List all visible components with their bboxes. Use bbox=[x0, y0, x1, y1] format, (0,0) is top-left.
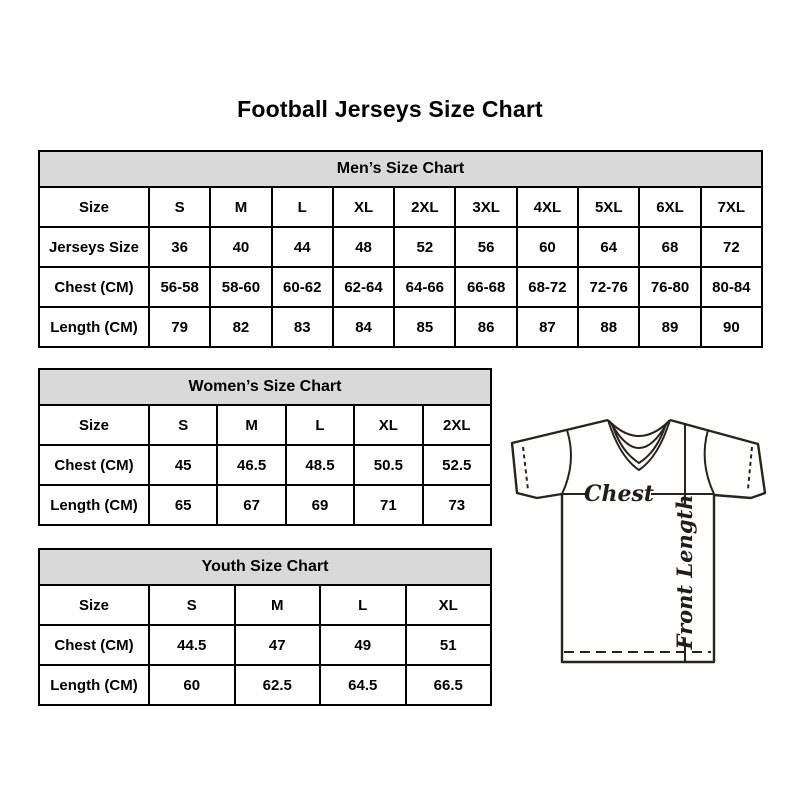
data-cell: L bbox=[286, 405, 354, 445]
jersey-outline bbox=[512, 420, 765, 662]
row-header-cell: Jerseys Size bbox=[39, 227, 149, 267]
table-title: Women’s Size Chart bbox=[39, 369, 491, 405]
table-row bbox=[39, 445, 491, 485]
row-header-cell: Length (CM) bbox=[39, 485, 149, 525]
data-cell: 64.5 bbox=[320, 665, 406, 705]
table-row bbox=[39, 485, 491, 525]
table-row bbox=[39, 585, 491, 625]
data-cell: 44.5 bbox=[149, 625, 235, 665]
data-cell: 49 bbox=[320, 625, 406, 665]
data-cell: 5XL bbox=[578, 187, 639, 227]
data-cell: 60 bbox=[517, 227, 578, 267]
data-cell: 56-58 bbox=[149, 267, 210, 307]
womens-size-table bbox=[38, 368, 492, 526]
data-cell: 46.5 bbox=[217, 445, 285, 485]
data-cell: S bbox=[149, 405, 217, 445]
data-cell: 72 bbox=[701, 227, 762, 267]
left-cuff-seam bbox=[523, 447, 528, 490]
jersey-collar bbox=[608, 420, 670, 470]
data-cell: 44 bbox=[272, 227, 333, 267]
table-header-row bbox=[39, 151, 762, 187]
table-title: Youth Size Chart bbox=[39, 549, 491, 585]
data-cell: 64 bbox=[578, 227, 639, 267]
data-cell: 2XL bbox=[394, 187, 455, 227]
data-cell: 72-76 bbox=[578, 267, 639, 307]
data-cell: 83 bbox=[272, 307, 333, 347]
data-cell: 48.5 bbox=[286, 445, 354, 485]
data-cell: 73 bbox=[423, 485, 491, 525]
data-cell: 88 bbox=[578, 307, 639, 347]
row-header-cell: Size bbox=[39, 405, 149, 445]
data-cell: 64-66 bbox=[394, 267, 455, 307]
data-cell: 6XL bbox=[639, 187, 700, 227]
data-cell: 80-84 bbox=[701, 267, 762, 307]
row-header-cell: Size bbox=[39, 187, 149, 227]
data-cell: 82 bbox=[210, 307, 271, 347]
data-cell: 3XL bbox=[455, 187, 516, 227]
right-cuff-seam bbox=[748, 447, 752, 489]
youth-size-table bbox=[38, 548, 492, 706]
data-cell: 7XL bbox=[701, 187, 762, 227]
data-cell: 48 bbox=[333, 227, 394, 267]
data-cell: S bbox=[149, 187, 210, 227]
mens-size-table bbox=[38, 150, 763, 348]
data-cell: 76-80 bbox=[639, 267, 700, 307]
data-cell: 69 bbox=[286, 485, 354, 525]
data-cell: 50.5 bbox=[354, 445, 422, 485]
data-cell: XL bbox=[406, 585, 492, 625]
data-cell: 89 bbox=[639, 307, 700, 347]
row-header-cell: Length (CM) bbox=[39, 307, 149, 347]
data-cell: XL bbox=[333, 187, 394, 227]
data-cell: 52 bbox=[394, 227, 455, 267]
data-cell: 60-62 bbox=[272, 267, 333, 307]
data-cell: 62-64 bbox=[333, 267, 394, 307]
data-cell: 52.5 bbox=[423, 445, 491, 485]
row-header-cell: Chest (CM) bbox=[39, 267, 149, 307]
data-cell: 60 bbox=[149, 665, 235, 705]
data-cell: L bbox=[272, 187, 333, 227]
data-cell: 79 bbox=[149, 307, 210, 347]
data-cell: 71 bbox=[354, 485, 422, 525]
data-cell: 68 bbox=[639, 227, 700, 267]
row-header-cell: Chest (CM) bbox=[39, 445, 149, 485]
table-row bbox=[39, 405, 491, 445]
data-cell: 90 bbox=[701, 307, 762, 347]
data-cell: 45 bbox=[149, 445, 217, 485]
table-row bbox=[39, 307, 762, 347]
data-cell: 51 bbox=[406, 625, 492, 665]
row-header-cell: Chest (CM) bbox=[39, 625, 149, 665]
page-title: Football Jerseys Size Chart bbox=[237, 96, 543, 122]
data-cell: 68-72 bbox=[517, 267, 578, 307]
data-cell: 85 bbox=[394, 307, 455, 347]
data-cell: 40 bbox=[210, 227, 271, 267]
data-cell: M bbox=[210, 187, 271, 227]
right-armhole-seam bbox=[705, 430, 714, 494]
left-armhole-seam bbox=[562, 430, 571, 494]
data-cell: 87 bbox=[517, 307, 578, 347]
data-cell: 47 bbox=[235, 625, 321, 665]
row-header-cell: Length (CM) bbox=[39, 665, 149, 705]
data-cell: 86 bbox=[455, 307, 516, 347]
data-cell: 2XL bbox=[423, 405, 491, 445]
data-cell: 58-60 bbox=[210, 267, 271, 307]
data-cell: S bbox=[149, 585, 235, 625]
front-length-label: Front Length bbox=[672, 494, 697, 650]
data-cell: 67 bbox=[217, 485, 285, 525]
table-row bbox=[39, 267, 762, 307]
data-cell: L bbox=[320, 585, 406, 625]
table-row bbox=[39, 227, 762, 267]
chest-label: Chest bbox=[583, 481, 655, 507]
data-cell: 66.5 bbox=[406, 665, 492, 705]
data-cell: M bbox=[217, 405, 285, 445]
data-cell: M bbox=[235, 585, 321, 625]
data-cell: 56 bbox=[455, 227, 516, 267]
data-cell: 4XL bbox=[517, 187, 578, 227]
table-row bbox=[39, 665, 491, 705]
data-cell: 65 bbox=[149, 485, 217, 525]
table-header-row bbox=[39, 369, 491, 405]
data-cell: 62.5 bbox=[235, 665, 321, 705]
data-cell: 66-68 bbox=[455, 267, 516, 307]
data-cell: XL bbox=[354, 405, 422, 445]
data-cell: 84 bbox=[333, 307, 394, 347]
table-title: Men’s Size Chart bbox=[39, 151, 762, 187]
table-header-row bbox=[39, 549, 491, 585]
row-header-cell: Size bbox=[39, 585, 149, 625]
table-row bbox=[39, 625, 491, 665]
data-cell: 36 bbox=[149, 227, 210, 267]
table-row bbox=[39, 187, 762, 227]
jersey-measurement-diagram-icon bbox=[498, 404, 782, 680]
